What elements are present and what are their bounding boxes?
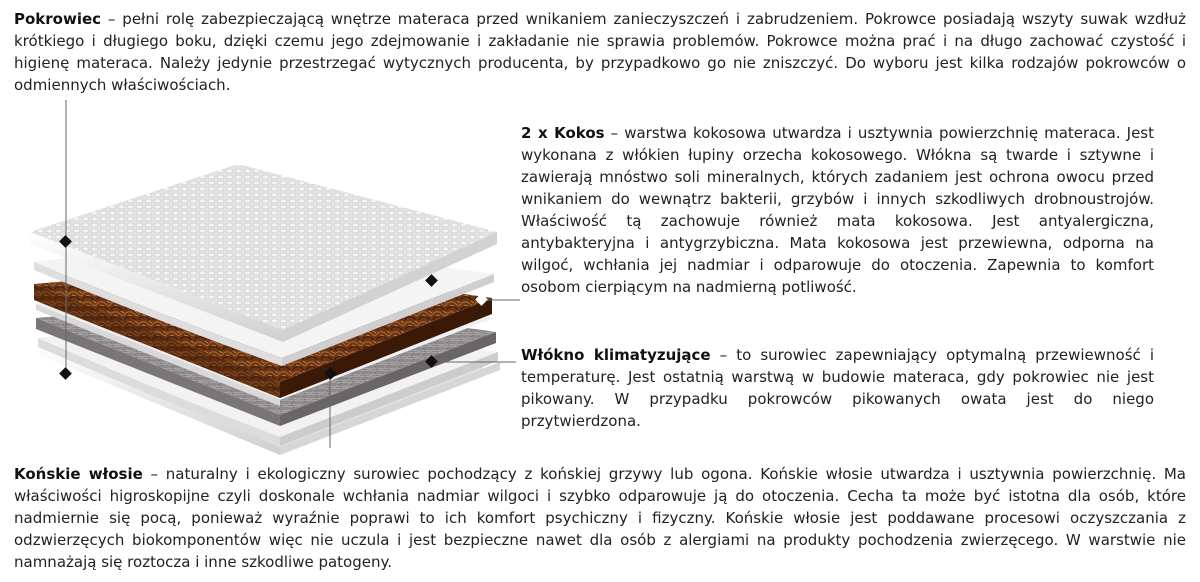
coconut-description bbox=[521, 122, 1154, 298]
coconut-term: 2 x Kokos bbox=[521, 124, 605, 142]
coconut-text: – warstwa kokosowa utwardza i usztywnia powierzchnię materaca. Jest wykonana z włókien łupiny orzecha kokosowego. Włókna są twarde i sztywne i zawierają mnóstwo soli mineralnych, których zadaniem jest ochrona owocu przed wnikaniem do wewnątrz bakterii, grzybów i innych szkodliwych drobnoustrojów. Właściwość tą zachowuje również mata kokosowa. Jest antyalergiczna, antybakteryjna i antygrzybiczna. Mata kokosowa jest przewiewna, odporna na wilgoć, wchłania jej nadmiar i odparowuje do otoczenia. Zapewnia to komfort osobom cierpiącym na nadmierną potliwość. bbox=[521, 124, 1154, 296]
climate-fiber-description bbox=[521, 344, 1154, 432]
cover-text: – pełni rolę zabezpieczającą wnętrze materaca przed wnikaniem zanieczyszczeń i zabrudzeniem. Pokrowce posiadają wszyty suwak wzdłuż krótkiego i długiego boku, dzięki czemu jego zdejmowanie i zakładanie nie sprawia problemów. Pokrowce można prać i na długo zachować czystość i higienę materaca. Należy jedynie przestrzegać wytycznych producenta, by przypadkowo go nie zniszczyć. Do wyboru jest kilka rodzajów pokrowców o odmiennych właściwościach. bbox=[14, 10, 1186, 94]
climate-fiber-term: Włókno klimatyzujące bbox=[521, 346, 711, 364]
horsehair-description bbox=[14, 463, 1186, 573]
bottom-cover-marker bbox=[59, 367, 72, 380]
cover-description bbox=[14, 8, 1186, 96]
horsehair-term: Końskie włosie bbox=[14, 465, 143, 483]
cover-term: Pokrowiec bbox=[14, 10, 102, 28]
horsehair-text: – naturalny i ekologiczny surowiec pochodzący z końskiej grzywy lub ogona. Końskie włosie utwardza i usztywnia powierzchnię. Ma właściwości higroskopijne czyli doskonale wchłania nadmiar wilgoci i szybko odparowuje ją do otoczenia. Cecha ta może być istotna dla osób, które nadmiernie się pocą, ponieważ wyraźnie poprawi to ich komfort psychiczny i fizyczny. Końskie włosie jest poddawane procesowi oczyszczania z odzwierzęcych biokomponentów więc nie uczula i jest bezpieczne nawet dla osób z alergiami na produkty pochodzenia zwierzęcego. W warstwie nie namnażają się roztocza i inne szkodliwe patogeny. bbox=[14, 465, 1186, 571]
climate-fiber-text: – to surowiec zapewniający optymalną przewiewność i temperaturę. Jest ostatnią warstwą w budowie materaca, gdy pokrowiec nie jest pikowany. W przypadku pokrowców pikowanych owata jest do niego przytwierdzona. bbox=[521, 346, 1154, 430]
mattress-layers-illustration bbox=[0, 90, 520, 460]
